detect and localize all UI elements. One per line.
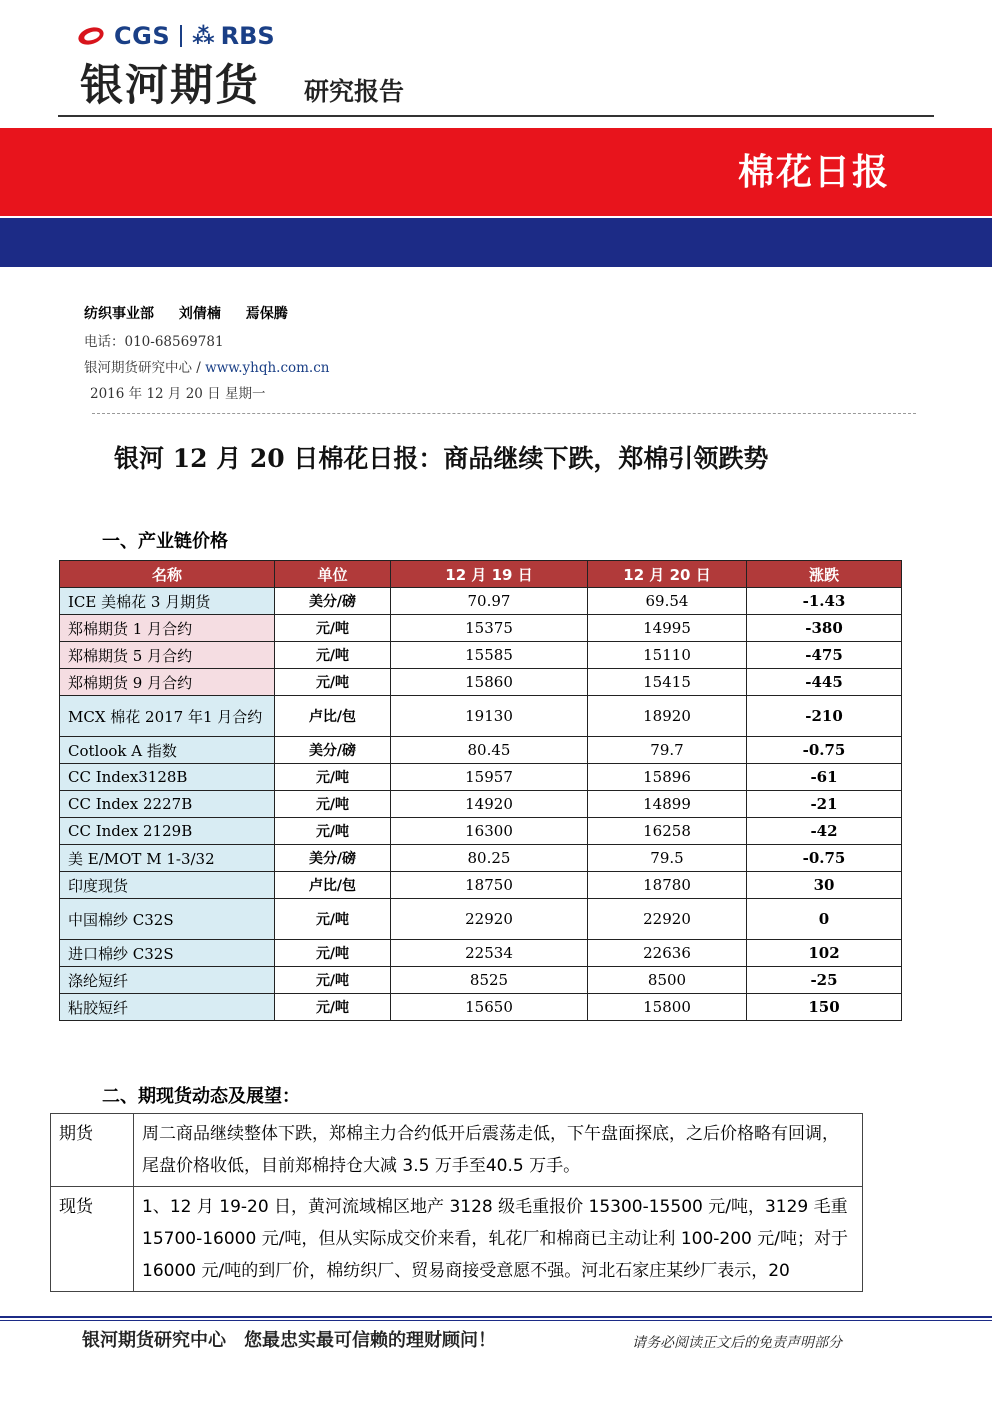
footer-slogan [82, 1326, 496, 1352]
website-link[interactable]: www.yhqh.com.cn [205, 360, 330, 376]
phone: 电话：010-68569781 [84, 334, 224, 350]
outlook-table [50, 1113, 863, 1292]
table-row [60, 818, 902, 845]
item-name: Cotlook A 指数 [60, 737, 275, 764]
price-dec20: 14995 [588, 615, 747, 642]
column-header: 12 月 19 日 [391, 561, 588, 588]
price-dec19: 19130 [391, 696, 588, 737]
item-unit: 美分/磅 [275, 845, 391, 872]
brand-name: 银河期货 [80, 61, 260, 111]
price-change: -445 [747, 669, 902, 696]
table-row [60, 899, 902, 940]
item-name: 粘胶短纤 [60, 994, 275, 1021]
item-name: CC Index 2129B [60, 818, 275, 845]
price-dec20: 15110 [588, 642, 747, 669]
item-name: 中国棉纱 C32S [60, 899, 275, 940]
price-dec20: 16258 [588, 818, 747, 845]
item-unit: 元/吨 [275, 764, 391, 791]
item-name: 进口棉纱 C32S [60, 940, 275, 967]
item-unit: 元/吨 [275, 615, 391, 642]
item-unit: 美分/磅 [275, 737, 391, 764]
item-name: 印度现货 [60, 872, 275, 899]
price-dec19: 15585 [391, 642, 588, 669]
price-dec20: 69.54 [588, 588, 747, 615]
price-dec19: 14920 [391, 791, 588, 818]
item-name: 郑棉期货 1 月合约 [60, 615, 275, 642]
footer-divider [0, 1320, 992, 1321]
price-table [59, 560, 902, 1021]
author-name: 焉保腾 [245, 306, 288, 322]
price-dec19: 80.45 [391, 737, 588, 764]
outlook-row-spot [51, 1187, 863, 1292]
table-header-row [60, 561, 902, 588]
price-dec19: 15860 [391, 669, 588, 696]
table-row [60, 940, 902, 967]
table-row [60, 967, 902, 994]
price-dec19: 15957 [391, 764, 588, 791]
department: 纺织事业部 [84, 306, 154, 322]
section-heading-prices: 一、产业链价格 [102, 531, 228, 552]
item-name: CC Index3128B [60, 764, 275, 791]
price-dec19: 15650 [391, 994, 588, 1021]
price-dec20: 14899 [588, 791, 747, 818]
report-date: 2016 年 12 月 20 日 星期一 [90, 386, 266, 402]
item-unit: 元/吨 [275, 818, 391, 845]
table-row [60, 764, 902, 791]
price-change: 102 [747, 940, 902, 967]
table-row [60, 669, 902, 696]
price-dec19: 16300 [391, 818, 588, 845]
item-unit: 元/吨 [275, 967, 391, 994]
logo-cgs-text: CGS [114, 22, 171, 50]
table-row [60, 615, 902, 642]
table-row [60, 845, 902, 872]
blue-banner [0, 218, 992, 267]
price-dec20: 15896 [588, 764, 747, 791]
item-name: MCX 棉花 2017 年1 月合约 [60, 696, 275, 737]
price-change: 0 [747, 899, 902, 940]
report-title: 棉花日报 [737, 152, 890, 193]
price-change: -210 [747, 696, 902, 737]
price-change: -0.75 [747, 845, 902, 872]
item-name: 涤纶短纤 [60, 967, 275, 994]
table-row [60, 696, 902, 737]
column-header: 名称 [60, 561, 275, 588]
item-unit: 卢比/包 [275, 696, 391, 737]
price-change: -61 [747, 764, 902, 791]
price-change: -21 [747, 791, 902, 818]
table-row [60, 872, 902, 899]
price-dec20: 22920 [588, 899, 747, 940]
outlook-label: 现货 [51, 1187, 134, 1292]
price-dec20: 18780 [588, 872, 747, 899]
column-header: 涨跌 [747, 561, 902, 588]
item-name: CC Index 2227B [60, 791, 275, 818]
footer-divider [0, 1316, 992, 1318]
author-name: 刘倩楠 [178, 306, 221, 322]
price-dec20: 15415 [588, 669, 747, 696]
column-header: 单位 [275, 561, 391, 588]
header-divider [58, 115, 934, 117]
author-line [84, 303, 308, 323]
price-change: -380 [747, 615, 902, 642]
report-type: 研究报告 [304, 77, 405, 106]
dashed-divider [92, 413, 916, 414]
price-dec19: 80.25 [391, 845, 588, 872]
headline: 银河 12 月 20 日棉花日报：商品继续下跌，郑棉引领跌势 [114, 444, 769, 473]
table-row [60, 642, 902, 669]
item-unit: 元/吨 [275, 642, 391, 669]
outlook-label: 期货 [51, 1114, 134, 1187]
table-row [60, 737, 902, 764]
item-name: 美 E/MOT M 1-3/32 [60, 845, 275, 872]
table-row [60, 588, 902, 615]
item-name: 郑棉期货 9 月合约 [60, 669, 275, 696]
item-unit: 卢比/包 [275, 872, 391, 899]
price-dec19: 22920 [391, 899, 588, 940]
price-dec20: 79.7 [588, 737, 747, 764]
logo [78, 20, 275, 52]
price-change: 150 [747, 994, 902, 1021]
outlook-text: 周二商品继续整体下跌，郑棉主力合约低开后震荡走低，下午盘面探底，之后价格略有回调，尾盘价格收低，目前郑棉持仓大减 3.5 万手至40.5 万手。 [134, 1114, 863, 1187]
research-center [84, 356, 329, 376]
price-dec20: 15800 [588, 994, 747, 1021]
site-prefix: 银河期货研究中心 / [84, 360, 206, 376]
price-dec19: 8525 [391, 967, 588, 994]
cgs-logo-icon [78, 25, 108, 47]
item-unit: 元/吨 [275, 994, 391, 1021]
item-unit: 美分/磅 [275, 588, 391, 615]
logo-divider [180, 25, 182, 47]
price-dec20: 79.5 [588, 845, 747, 872]
price-change: -1.43 [747, 588, 902, 615]
price-change: -42 [747, 818, 902, 845]
price-dec20: 18920 [588, 696, 747, 737]
price-change: 30 [747, 872, 902, 899]
footer-disclaimer: 请务必阅读正文后的免责声明部分 [632, 1335, 842, 1351]
price-dec19: 15375 [391, 615, 588, 642]
outlook-row-futures [51, 1114, 863, 1187]
price-dec19: 22534 [391, 940, 588, 967]
table-row [60, 994, 902, 1021]
item-unit: 元/吨 [275, 791, 391, 818]
table-row [60, 791, 902, 818]
price-dec20: 8500 [588, 967, 747, 994]
item-name: 郑棉期货 5 月合约 [60, 642, 275, 669]
item-name: ICE 美棉花 3 月期货 [60, 588, 275, 615]
item-unit: 元/吨 [275, 899, 391, 940]
footer-tagline: 您最忠实最可信赖的理财顾问！ [244, 1330, 496, 1351]
section-heading-outlook: 二、期现货动态及展望： [102, 1086, 300, 1107]
item-unit: 元/吨 [275, 669, 391, 696]
outlook-text: 1、12 月 19-20 日，黄河流域棉区地产 3128 级毛重报价 15300-15500 元/吨，3129 毛重 15700-16000 元/吨，但从实际成交价来看，轧花厂和棉商已主动让利 100-200 元/吨；对于 16000 元/吨的到厂价，棉纺织厂、贸易商接受意愿不强。河北石家庄某纱厂表示，20 [134, 1187, 863, 1292]
price-change: -0.75 [747, 737, 902, 764]
price-dec19: 70.97 [391, 588, 588, 615]
column-header: 12 月 20 日 [588, 561, 747, 588]
footer-org: 银河期货研究中心 [82, 1330, 226, 1351]
price-dec19: 18750 [391, 872, 588, 899]
item-unit: 元/吨 [275, 940, 391, 967]
price-change: -25 [747, 967, 902, 994]
price-change: -475 [747, 642, 902, 669]
price-dec20: 22636 [588, 940, 747, 967]
logo-rbs-text: RBS [220, 22, 275, 50]
rbs-logo-icon: ⁂ [192, 23, 215, 49]
